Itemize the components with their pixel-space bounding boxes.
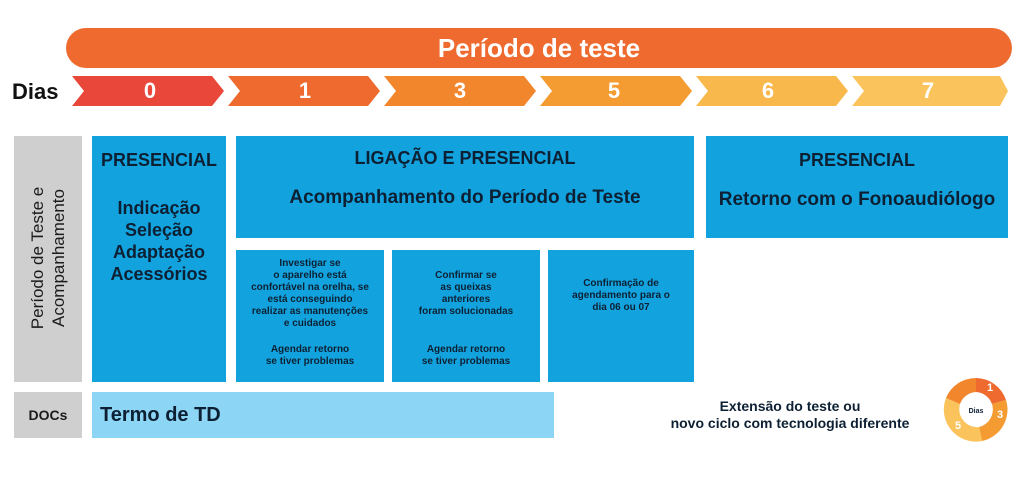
- extension-line-1: Extensão do teste ou: [719, 398, 861, 414]
- footer-line: se tiver problemas: [265, 356, 355, 367]
- retorno-subtitle: Retorno com o Fonoaudiólogo: [718, 189, 996, 210]
- cycle-label-5: 5: [954, 420, 962, 432]
- presencial-items: [92, 197, 226, 285]
- ligacao-title: LIGAÇÃO E PRESENCIAL: [354, 148, 576, 168]
- cycle-label-3: 3: [996, 409, 1004, 421]
- period-side-label: Período de Teste e Acompanhamento: [28, 186, 68, 330]
- sub-box-day1-line: realizar as manutenções: [251, 306, 369, 317]
- presencial-title: PRESENCIAL: [100, 150, 217, 170]
- presencial-box: [92, 136, 226, 382]
- sub-box-day1-line: Investigar se: [279, 258, 341, 269]
- item-acessorios: Acessórios: [110, 264, 208, 284]
- sub-box-day1-line: e cuidados: [283, 318, 337, 329]
- day-label-6: 6: [761, 78, 775, 103]
- sub-box-day3-line: foram solucionadas: [418, 306, 514, 317]
- period-banner: Período de teste: [66, 28, 1012, 68]
- sub-box-day3-line: anteriores: [441, 294, 491, 305]
- day-label-1: 1: [298, 78, 312, 103]
- sub-box-day3: [392, 250, 540, 382]
- footer-line: Agendar retorno: [426, 344, 506, 355]
- extension-line-2: novo ciclo com tecnologia diferente: [670, 415, 910, 431]
- item-indicacao: Indicação: [117, 198, 201, 218]
- sub-box-day3-line: Confirmar se: [435, 270, 497, 281]
- footer-line: Agendar retorno: [270, 344, 350, 355]
- sub-box-day3-line: as queixas: [440, 282, 492, 293]
- sub-box-day5: [548, 250, 694, 382]
- retorno-box: [706, 136, 1008, 238]
- item-selecao: Seleção: [124, 220, 194, 240]
- day-label-0: 0: [143, 78, 157, 103]
- sub-box-day3-footer: [392, 344, 540, 368]
- sub-box-day1: [236, 250, 384, 382]
- day-label-7: 7: [921, 78, 935, 103]
- day-label-5: 5: [607, 78, 621, 103]
- sub-box-day1-footer: [236, 344, 384, 368]
- cycle-label-1: 1: [986, 382, 994, 394]
- sub-box-day1-line: confortável na orelha, se: [251, 282, 369, 293]
- cycle-center-label: Dias: [968, 408, 984, 415]
- cycle-icon: [940, 374, 1012, 446]
- sub-box-day5-line: dia 06 ou 07: [592, 302, 650, 313]
- days-arrow-row: [72, 76, 1012, 106]
- sub-box-day5-line: agendamento para o: [572, 290, 670, 301]
- retorno-title: PRESENCIAL: [798, 150, 915, 170]
- days-label: Dias: [12, 79, 59, 104]
- day-label-3: 3: [453, 78, 467, 103]
- docs-label: DOCs: [14, 392, 82, 438]
- item-adaptacao: Adaptação: [112, 242, 206, 262]
- footer-line: se tiver problemas: [421, 356, 511, 367]
- termo-td-box: Termo de TD: [92, 392, 554, 438]
- sub-box-day5-line: Confirmação de: [583, 278, 659, 289]
- ligacao-box: [236, 136, 694, 238]
- ligacao-subtitle: Acompanhamento do Período de Teste: [289, 187, 641, 208]
- sub-box-day1-line: o aparelho está: [273, 270, 347, 281]
- extension-text: [640, 398, 940, 432]
- sub-box-day1-line: está conseguindo: [267, 294, 353, 305]
